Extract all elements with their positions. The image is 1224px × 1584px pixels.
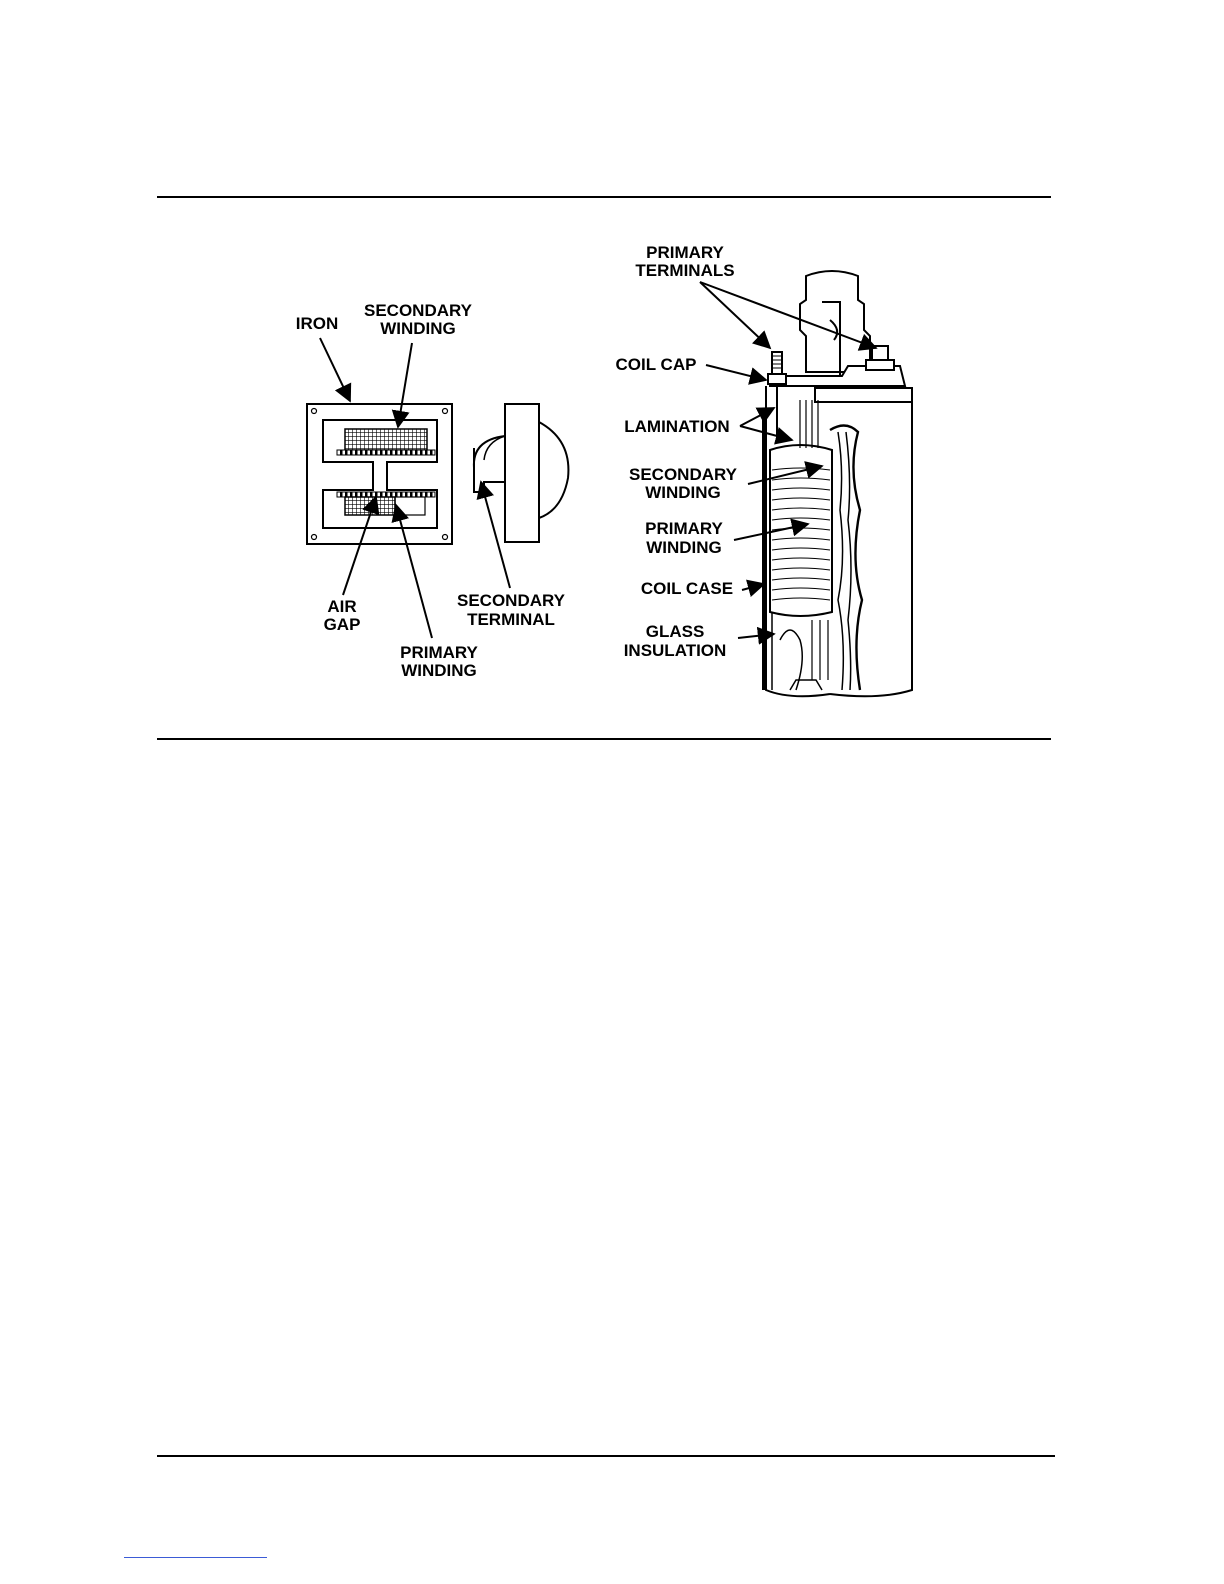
label-air-gap-line1: AIR	[327, 597, 357, 616]
label-secondary-winding-right-line2: WINDING	[645, 483, 721, 502]
label-glass-insulation-line1: GLASS	[645, 622, 705, 641]
label-secondary-terminal-line2: TERMINAL	[467, 610, 555, 629]
right-labels	[616, 243, 738, 660]
label-secondary-winding-right-line1: SECONDARY	[629, 465, 737, 484]
label-primary-winding-right-line2: WINDING	[646, 538, 722, 557]
label-primary-winding-right-line1: PRIMARY	[645, 519, 723, 538]
label-primary-winding-line1: PRIMARY	[400, 643, 478, 662]
label-primary-winding-line2: WINDING	[401, 661, 477, 680]
label-coil-cap: COIL CAP	[615, 355, 697, 374]
label-coil-case: COIL CASE	[640, 579, 734, 598]
label-primary-terminals-line2: TERMINALS	[635, 261, 735, 280]
core-schematic	[307, 404, 452, 544]
label-lamination: LAMINATION	[624, 417, 730, 436]
label-iron: IRON	[295, 314, 339, 333]
label-air-gap-line2: GAP	[323, 615, 361, 634]
label-secondary-terminal-line1: SECONDARY	[457, 591, 565, 610]
core-side-view	[474, 404, 569, 542]
label-secondary-winding-line1: SECONDARY	[364, 301, 472, 320]
label-glass-insulation-line2: INSULATION	[623, 641, 727, 660]
label-secondary-winding-line2: WINDING	[380, 319, 456, 338]
label-primary-terminals-line1: PRIMARY	[646, 243, 724, 262]
